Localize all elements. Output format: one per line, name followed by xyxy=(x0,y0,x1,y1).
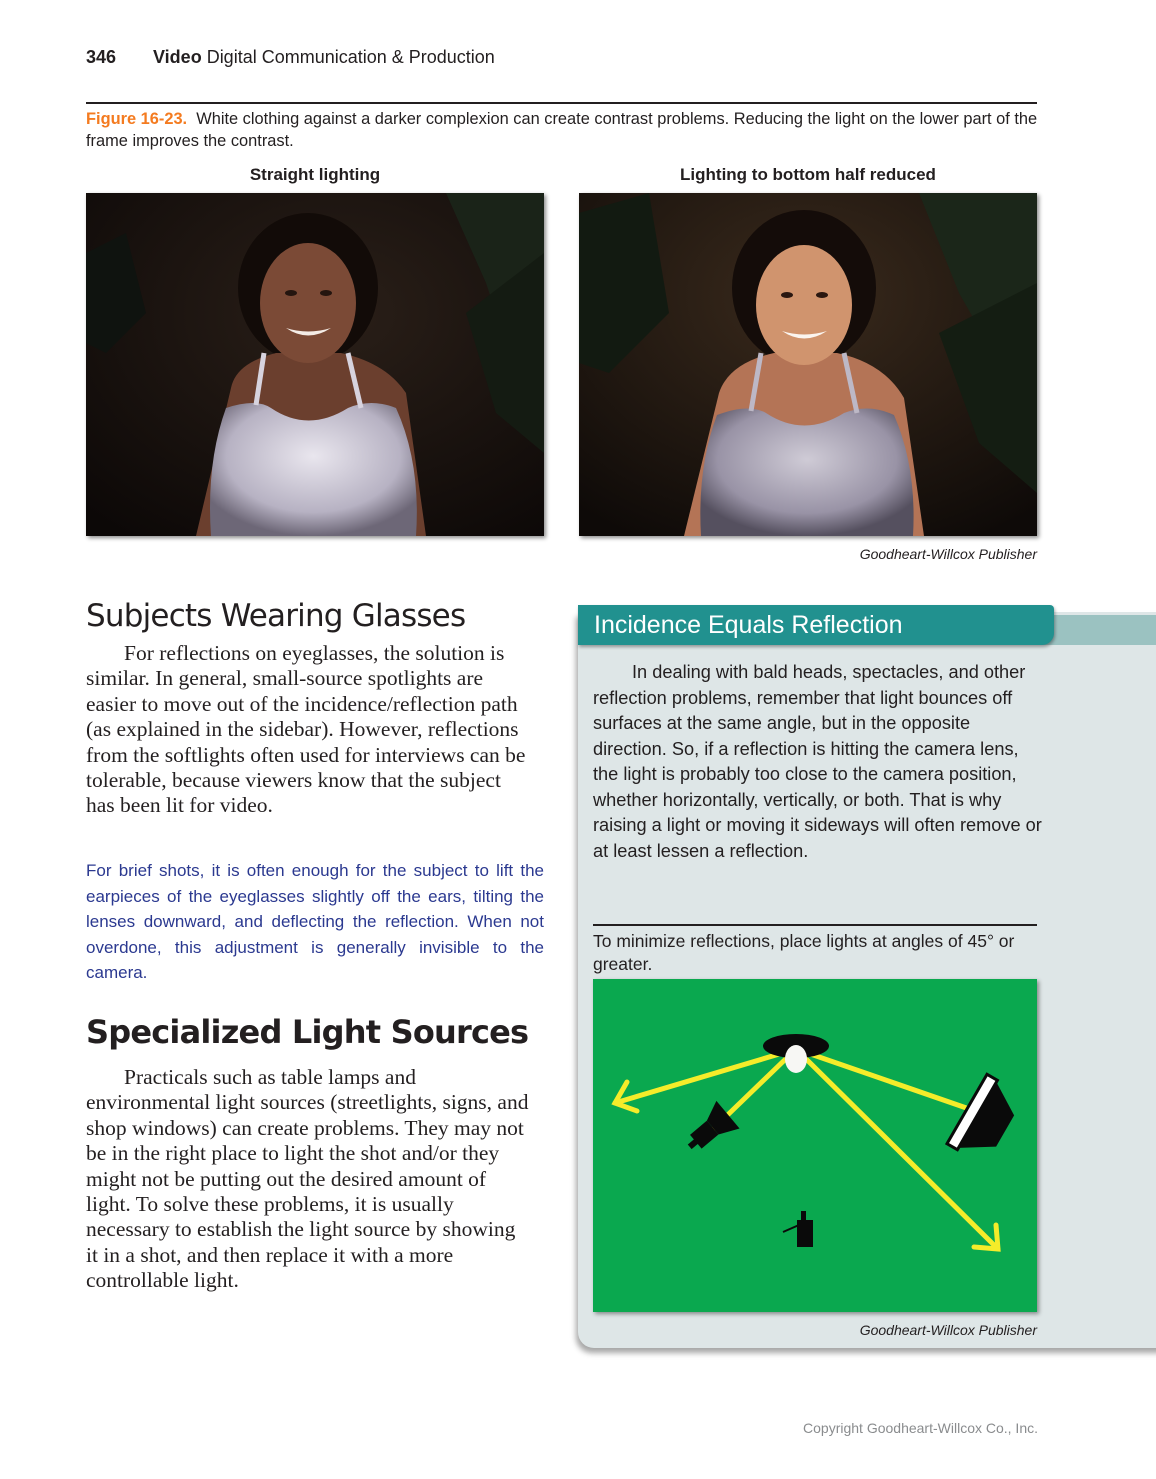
photo-straight-lighting xyxy=(86,193,544,536)
reflected-ray-right xyxy=(796,1049,998,1249)
portrait-image xyxy=(579,193,1037,536)
sidebar-figure-credit: Goodheart-Willcox Publisher xyxy=(859,1322,1037,1338)
sidebar-title: Incidence Equals Reflection xyxy=(594,611,903,639)
figure-caption-text: White clothing against a darker complexion can create contrast problems. Reducing the light on the lower part of the frame improves the contrast. xyxy=(86,110,1038,150)
figure-caption xyxy=(86,108,1041,152)
reflection-diagram-svg xyxy=(593,979,1037,1312)
portrait-image xyxy=(86,193,544,536)
glasses-note: For brief shots, it is often enough for the subject to lift the earpieces of the eyeglasses slightly off the ears, tilting the lenses downward, and deflecting the reflection. When not overdone, this adjustment is generally invisible to the camera. xyxy=(86,861,544,982)
sidebar-paragraph: In dealing with bald heads, spectacles, and other reflection problems, remember that light bounces off surfaces at the same angle, but in the opposite direction. So, if a reflection is hitting the camera lens, the light is probably too close to the camera position, whether horizontally, vertically, or both. That is why raising a light or moving it sideways will often remove or at least lessen a reflection. xyxy=(593,662,1042,861)
softlight-icon xyxy=(947,1074,1025,1165)
running-title xyxy=(153,47,495,68)
practicals-paragraph: Practicals such as table lamps and environmental light sources (streetlights, signs, and shop windows) can create problems. They may not be in the right place to light the shot and/or they might not be putting out the desired amount of light. To solve these problems, it is usually necessary to establish the light source by showing it in a shot, and then replace it with a more controllable light. xyxy=(86,1065,529,1293)
book-title-rest: Digital Communication & Production xyxy=(201,47,495,67)
reflective-surface-icon xyxy=(785,1045,807,1073)
figure-label: Figure 16-23. xyxy=(86,110,188,128)
sidebar-figure-caption: To minimize reflections, place lights at angles of 45° or greater. xyxy=(593,931,1015,974)
sidebar-figure-rule xyxy=(593,924,1037,926)
figure-credit: Goodheart-Willcox Publisher xyxy=(859,546,1037,562)
photo-title-straight: Straight lighting xyxy=(249,165,381,184)
section-heading-glasses: Subjects Wearing Glasses xyxy=(86,598,466,634)
sidebar-header-strip xyxy=(1040,615,1156,645)
photo-title-reduced: Lighting to bottom half reduced xyxy=(680,165,936,184)
glasses-paragraph: For reflections on eyeglasses, the solution is similar. In general, small-source spotlights are easier to move out of the incidence/reflection path (as explained in the sidebar). However, reflections from the softlights often used for interviews can be tolerable, because viewers know that the subject has been lit for video. xyxy=(86,641,526,818)
figure-rule xyxy=(86,102,1037,104)
book-title-bold: Video xyxy=(153,47,202,67)
reflection-diagram xyxy=(593,979,1037,1312)
page-number: 346 xyxy=(86,47,117,67)
camera-icon xyxy=(783,1211,813,1247)
section-heading-specialized: Specialized Light Sources xyxy=(86,1013,529,1051)
incident-ray-right xyxy=(796,1049,978,1112)
photo-reduced-lighting xyxy=(579,193,1037,536)
copyright-notice: Copyright Goodheart-Willcox Co., Inc. xyxy=(803,1420,1038,1436)
